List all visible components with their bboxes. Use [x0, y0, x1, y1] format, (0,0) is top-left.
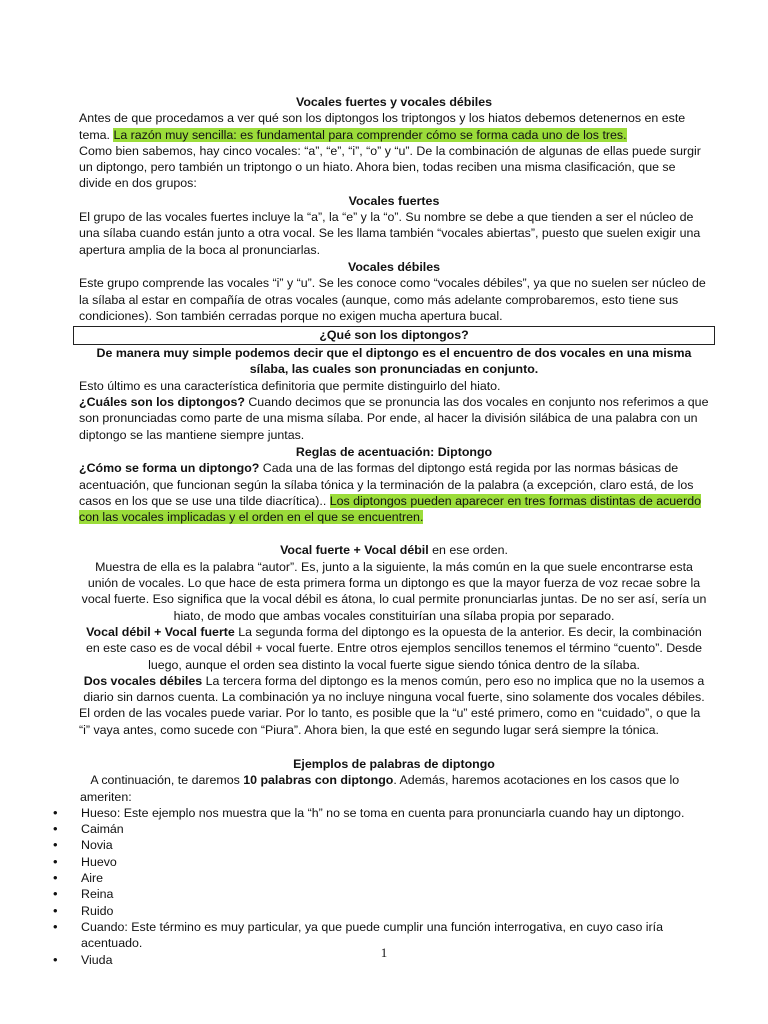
list-item: • Huevo [79, 854, 709, 870]
ejemplos-intro [79, 772, 709, 805]
subheading-ejemplos: Ejemplos de palabras de diptongo [293, 756, 495, 771]
cuales-text: Cuando decimos que se pronuncia las dos vocales en conjunto nos referimos a que son pronunciadas como parte de una misma sílaba. Por ende, al hacer la división silábica de una palabra con un diptongo se las mantiene siempre juntas. [79, 395, 709, 442]
intro-text: Antes de que procedamos a ver qué son los diptongos los triptongos y los hiatos debemos detenernos en este tema. [79, 111, 686, 142]
debiles-paragraph: Este grupo comprende las vocales “i” y “u”. Se les conoce como “vocales débiles”, ya que no suelen ser núcleo de la sílaba al estar en compañía de otras vocales (aunque, como más adelante comprobaremos, esto tiene sus condiciones). Son también cerradas porque no exigen mucha apertura bucal. [79, 276, 706, 323]
list-item: • Novia [79, 837, 709, 853]
intro-highlight: La razón muy sencilla: es fundamental para comprender cómo se forma cada uno de los tres. [113, 127, 627, 142]
list-item: • Viuda [79, 952, 709, 968]
definition-paragraph: De manera muy simple podemos decir que el diptongo es el encuentro de dos vocales en una misma sílaba, las cuales son pronunciadas en conjunto. [96, 346, 692, 377]
cuales-lead: ¿Cuáles son los diptongos? [79, 395, 245, 410]
fuertes-paragraph: El grupo de las vocales fuertes incluye la “a”, la “e” y la “o”. Su nombre se debe a que tienden a ser el núcleo de una sílaba cuando están junto a otra vocal. Se les llama también “vocales abiertas”, puesto que suelen exigir una apertura amplia de la boca al pronunciarlas. [79, 210, 701, 257]
reglas-lead: ¿Cómo se forma un diptongo? [79, 461, 260, 476]
reglas-text: Cada una de las formas del diptongo está regida por las normas básicas de acentuación, que funcionan según la sílaba tónica y la terminación de la palabra (a excepción, claro está, de los casos en los que se use una tilde diacrítica).. [79, 461, 694, 508]
page-number: 1 [380, 945, 388, 960]
section-heading: Vocales fuertes y vocales débiles [295, 95, 493, 109]
ejemplos-pre: A continuación, te daremos [90, 773, 244, 788]
intro-paragraph-2: Como bien sabemos, hay cinco vocales: “a”, “e”, “i”, “o” y “u”. De la combinación de algunas de ellas puede surgir un diptongo, pero también un triptongo o un hiato. Ahora bien, todas reciben una misma clasificación, que se divide en dos grupos: [79, 143, 701, 191]
reglas-highlight: Los diptongos pueden aparecer en tres formas distintas de acuerdo con las vocales implicadas y el orden en el que se encuentren. [79, 493, 701, 525]
forma1-paragraph: Muestra de ella es la palabra “autor”. Es, junto a la siguiente, la más común en la que suele encontrarse esta unión de vocales. Lo que hace de esta primera forma un diptongo es que la mayor fuerza de voz recae sobre la vocal fuerte. Eso significa que la vocal débil es átona, lo cual permite pronunciarlas juntas. De no ser así, sería un hiato, de modo que ambas vocales constituirían una sílaba propia por separado. [81, 559, 707, 623]
list-item: • Hueso: Este ejemplo nos muestra que la “h” no se toma en cuenta para pronunciarla cuando hay un diptongo. [79, 805, 709, 821]
forma1-after: en ese orden. [428, 543, 508, 558]
subheading-reglas: Reglas de acentuación: Diptongo [295, 444, 493, 459]
forma3-paragraph [79, 673, 709, 706]
list-item: • Cuando: Este término es muy particular, ya que puede cumplir una función interrogativa, en cuyo caso iría acentuado. [79, 919, 709, 952]
forma3-text: La tercera forma del diptongo es la menos común, pero eso no implica que no la usemos a diario sin darnos cuenta. La combinación ya no incluye ninguna vocal fuerte, sino solamente dos vocales débiles. [83, 673, 705, 705]
list-item: • Caimán [79, 821, 709, 837]
forma2-paragraph [79, 624, 709, 673]
subheading-debiles: Vocales débiles [347, 259, 441, 274]
subheading-fuertes: Vocales fuertes [348, 193, 440, 208]
list-item: • Reina [79, 886, 709, 902]
ejemplos-bold: 10 palabras con diptongo [243, 773, 394, 788]
ejemplos-post: . Además, haremos acotaciones en los casos que lo ameriten: [80, 773, 680, 804]
orden-paragraph: El orden de las vocales puede variar. Por lo tanto, es posible que la “u” esté primero, como en “cuidado”, o que la “i” vaya antes, como sucede con “Piura”. Ahora bien, la que esté en segundo lugar será siempre la tónica. [79, 706, 701, 737]
forma1-heading-line [79, 542, 709, 558]
spacer [79, 738, 709, 755]
forma3-lead: Dos vocales débiles [83, 673, 203, 688]
cuales-paragraph [79, 394, 709, 443]
list-item: • Aire [79, 870, 709, 886]
intro-paragraph [79, 110, 709, 143]
forma2-text: La segunda forma del diptongo es la opuesta de la anterior. Es decir, la combinación en este caso es de vocal débil + vocal fuerte. Entre otros ejemplos sencillos tenemos el término “cuento”. Desde luego, aunque el orden sea distinto la vocal fuerte sigue siendo tónica dentro de la sílaba. [85, 624, 703, 672]
reglas-paragraph [79, 460, 709, 525]
boxed-heading: ¿Qué son los diptongos? [73, 326, 715, 345]
forma2-lead: Vocal débil + Vocal fuerte [86, 624, 235, 639]
examples-list [79, 805, 709, 968]
document-page [79, 93, 709, 968]
forma1-lead: Vocal fuerte + Vocal débil [280, 543, 429, 558]
list-item: • Ruido [79, 903, 709, 919]
spacer [79, 525, 709, 542]
hiato-note: Esto último es una característica definitoria que permite distinguirlo del hiato. [79, 378, 501, 393]
